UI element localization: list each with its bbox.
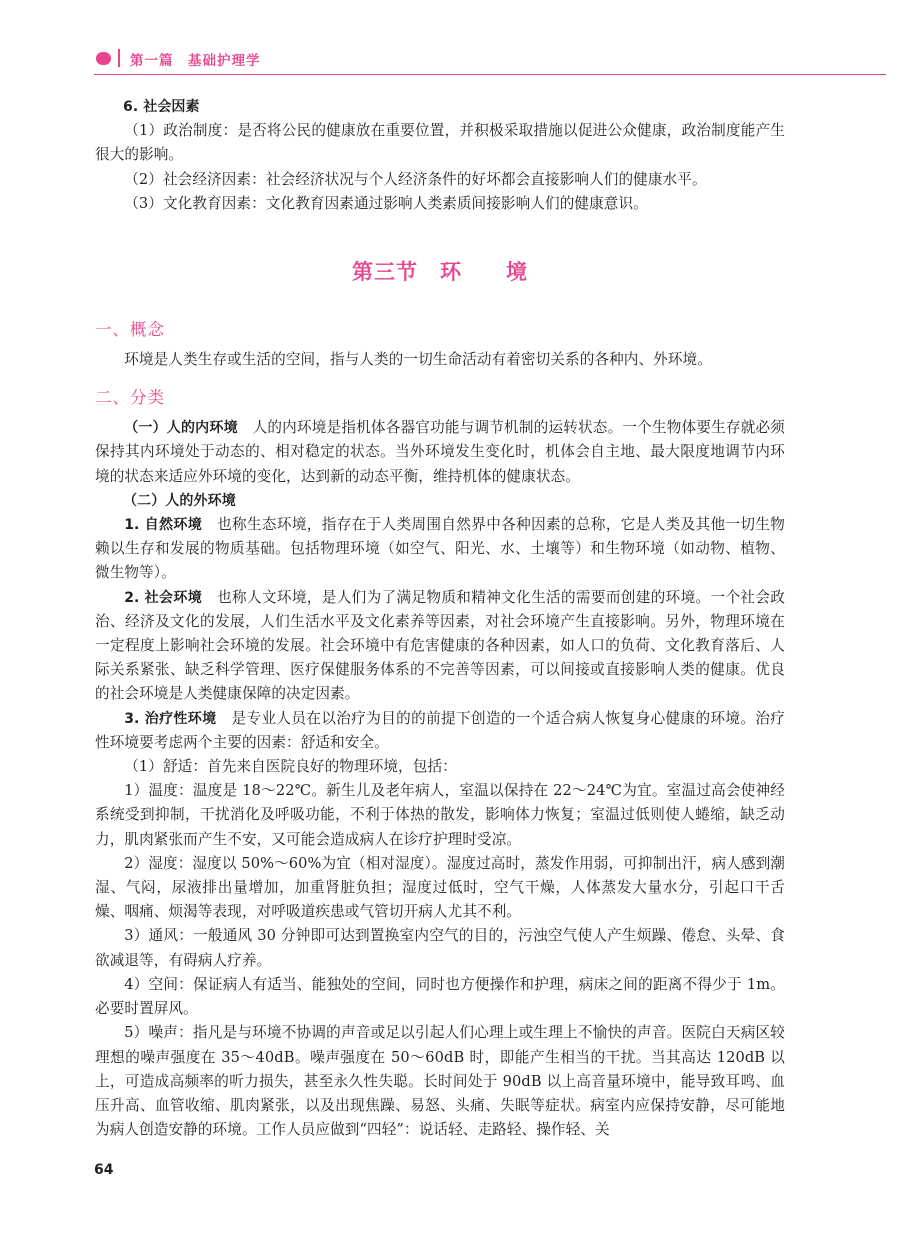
page-number: 64: [94, 1162, 114, 1178]
social-factors-heading: 6. 社会因素: [123, 99, 200, 115]
header-title: 第一篇 基础护理学: [130, 53, 261, 69]
header-divider: [118, 49, 120, 67]
paragraph: [95, 513, 785, 586]
paragraph: 4）空间：保证病人有适当、能独处的空间，同时也方便操作和护理，病床之间的距离不得少于 1m。必要时置屏风。: [95, 975, 785, 1018]
therapeutic-env-text: 是专业人员在以治疗为目的的前提下创造的一个适合病人恢复身心健康的环境。治疗性环境要考虑两个主要的因素：舒适和安全。: [95, 709, 786, 751]
paragraph: 环境是人类生存或生活的空间，指与人类的一切生命活动有着密切关系的各种内、外环境。: [124, 351, 712, 369]
internal-env-text: 人的内环境是指机体各器官功能与调节机制的运转状态。一个生物体要生存就必须保持其内环境处于动态的、相对稳定的状态。当外环境发生变化时，机体会自主地、最大限度地调节内环境的状态来适应外环境的变化，达到新的动态平衡，维持机体的健康状态。: [95, 419, 785, 485]
paragraph: 5）噪声：指凡是与环境不协调的声音或足以引起人们心理上或生理上不愉快的声音。医院白天病区较理想的噪声强度在 35～40dB。噪声强度在 50～60dB 时，即能产生相当的干扰。当其高达 120dB 以上，可造成高频率的听力损失，甚至永久性失聪。长时间处于 90dB 以上高音量环境中，能导致耳鸣、血压升高、血管收缩、肌肉紧张，以及出现焦躁、易怒、头痛、失眠等症状。病室内应保持安静，尽可能地为病人创造安静的环境。工作人员应做到“四轻”：说话轻、走路轻、操作轻、关: [95, 1024, 786, 1139]
therapeutic-env-label: 3. 治疗性环境: [124, 710, 217, 727]
paragraph: [95, 416, 785, 489]
paragraph: [95, 707, 785, 755]
natural-env-label: 1. 自然环境: [124, 517, 203, 534]
paragraph: 2）湿度：湿度以 50%～60%为宜（相对湿度）。湿度过高时，蒸发作用弱，可抑制出汗，病人感到潮湿、气闷，尿液排出量增加，加重肾脏负担；湿度过低时，空气干燥，人体蒸发大量水分，引起口干舌燥、咽痛、烦渴等表现，对呼吸道疾患或气管切开病人尤其不利。: [95, 854, 785, 921]
paragraph: 1）温度：温度是 18～22℃。新生儿及老年病人，室温以保持在 22～24℃为宜。室温过高会使神经系统受到抑制，干扰消化及呼吸功能，不利于体热的散发，影响体力恢复；室温过低则使人蜷缩，缺乏动力，肌肉紧张而产生不安，又可能会造成病人在诊疗护理时受凉。: [95, 782, 785, 848]
internal-env-label: （一）人的内环境: [124, 420, 238, 437]
book-icon: [96, 52, 111, 65]
paragraph: [95, 586, 785, 707]
paragraph: （2）社会经济因素：社会经济状况与个人经济条件的好坏都会直接影响人们的健康水平。: [124, 170, 707, 188]
concept-heading: 一、概念: [95, 320, 165, 340]
page-content: [95, 95, 785, 1142]
section-title: 第三节 环 境: [352, 260, 528, 285]
classification-heading: 二、分类: [95, 388, 165, 408]
natural-env-text: 也称生态环境，指存在于人类周围自然界中各种因素的总称，它是人类及其他一切生物赖以生存和发展的物质基础。包括物理环境（如空气、阳光、水、土壤等）和生物环境（如动物、植物、微生物等）。: [95, 516, 785, 582]
social-env-text: 也称人文环境，是人们为了满足物质和精神文化生活的需要而创建的环境。一个社会政治、经济及文化的发展，人们生活水平及文化素养等因素，对社会环境产生直接影响。另外，物理环境在一定程度上影响社会环境的发展。社会环境中有危害健康的各种因素，如人口的负荷、文化教育落后、人际关系紧张、缺乏科学管理、医疗保健服务体系的不完善等因素，可以间接或直接影响人类的健康。优良的社会环境是人类健康保障的决定因素。: [95, 588, 785, 703]
social-env-label: 2. 社会环境: [124, 589, 203, 606]
paragraph: （3）文化教育因素：文化教育因素通过影响人类素质间接影响人们的健康意识。: [124, 194, 648, 212]
paragraph: （1）舒适：首先来自医院良好的物理环境，包括：: [124, 758, 457, 776]
running-header: [94, 46, 886, 75]
paragraph: （1）政治制度：是否将公民的健康放在重要位置，并积极采取措施以促进公众健康，政治制度能产生很大的影响。: [95, 122, 785, 164]
paragraph: 3）通风：一般通风 30 分钟即可达到置换室内空气的目的，污浊空气使人产生烦躁、倦怠、头晕、食欲减退等，有碍病人疗养。: [95, 927, 785, 969]
external-env-label: （二）人的外环境: [123, 492, 236, 509]
